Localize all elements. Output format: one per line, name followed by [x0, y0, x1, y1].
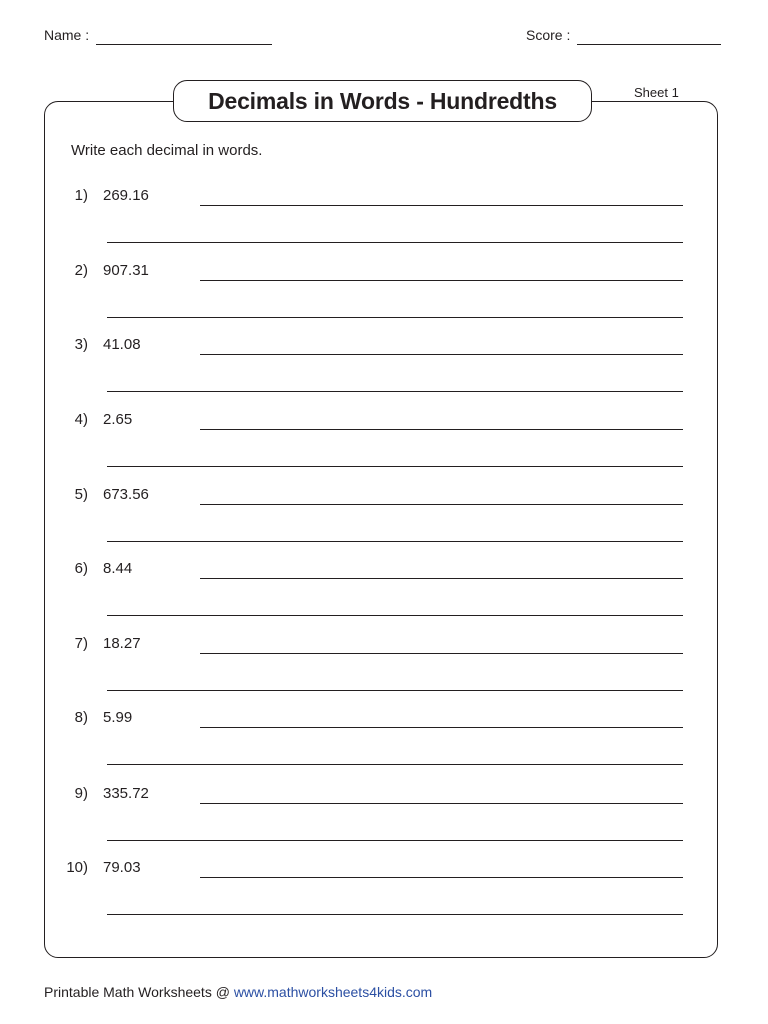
- problem-number: 4): [74, 411, 88, 428]
- problem-value: 2.65: [103, 411, 133, 428]
- problem-value: 18.27: [103, 635, 141, 652]
- answer-line[interactable]: [200, 354, 683, 355]
- problem-number: 7): [74, 635, 88, 652]
- problem-number: 5): [74, 486, 88, 503]
- problem-1: [0, 187, 768, 262]
- problem-10: [0, 859, 768, 934]
- answer-line-continued[interactable]: [107, 764, 683, 765]
- sheet-label: Sheet 1: [634, 85, 679, 100]
- answer-line-continued[interactable]: [107, 317, 683, 318]
- problem-2: [0, 262, 768, 337]
- problem-3: [0, 336, 768, 411]
- problem-number: 10): [66, 859, 88, 876]
- problem-number: 8): [74, 709, 88, 726]
- answer-line-continued[interactable]: [107, 840, 683, 841]
- instructions: Write each decimal in words.: [71, 142, 263, 159]
- problem-value: 8.44: [103, 560, 133, 577]
- problem-9: [0, 785, 768, 860]
- answer-line-continued[interactable]: [107, 391, 683, 392]
- problem-number: 9): [74, 785, 88, 802]
- answer-line-continued[interactable]: [107, 466, 683, 467]
- problem-value: 907.31: [103, 262, 149, 279]
- problem-5: [0, 486, 768, 561]
- answer-line[interactable]: [200, 429, 683, 430]
- problem-6: [0, 560, 768, 635]
- problem-number: 2): [74, 262, 88, 279]
- answer-line-continued[interactable]: [107, 690, 683, 691]
- answer-line-continued[interactable]: [107, 615, 683, 616]
- answer-line[interactable]: [200, 280, 683, 281]
- problem-value: 41.08: [103, 336, 141, 353]
- problem-7: [0, 635, 768, 710]
- answer-line-continued[interactable]: [107, 242, 683, 243]
- problem-value: 335.72: [103, 785, 149, 802]
- problem-value: 269.16: [103, 187, 149, 204]
- worksheet-title: [173, 80, 592, 122]
- answer-line[interactable]: [200, 803, 683, 804]
- problem-value: 673.56: [103, 486, 149, 503]
- answer-line[interactable]: [200, 205, 683, 206]
- footer-link[interactable]: www.mathworksheets4kids.com: [233, 984, 433, 1000]
- problem-4: [0, 411, 768, 486]
- problem-number: 3): [74, 336, 88, 353]
- answer-line[interactable]: [200, 727, 683, 728]
- answer-line[interactable]: [200, 504, 683, 505]
- problem-number: 1): [74, 187, 88, 204]
- score-field[interactable]: [577, 44, 721, 45]
- name-label: Name :: [44, 27, 90, 43]
- problem-number: 6): [74, 560, 88, 577]
- footer: [44, 984, 432, 1000]
- worksheet-title-text: Decimals in Words - Hundredths: [208, 87, 557, 114]
- problem-value: 5.99: [103, 709, 133, 726]
- footer-text: Printable Math Worksheets @: [44, 984, 230, 1000]
- answer-line-continued[interactable]: [107, 541, 683, 542]
- answer-line-continued[interactable]: [107, 914, 683, 915]
- score-label: Score :: [526, 27, 571, 43]
- answer-line[interactable]: [200, 653, 683, 654]
- problem-8: [0, 709, 768, 784]
- name-field[interactable]: [96, 44, 272, 45]
- problem-value: 79.03: [103, 859, 141, 876]
- answer-line[interactable]: [200, 877, 683, 878]
- answer-line[interactable]: [200, 578, 683, 579]
